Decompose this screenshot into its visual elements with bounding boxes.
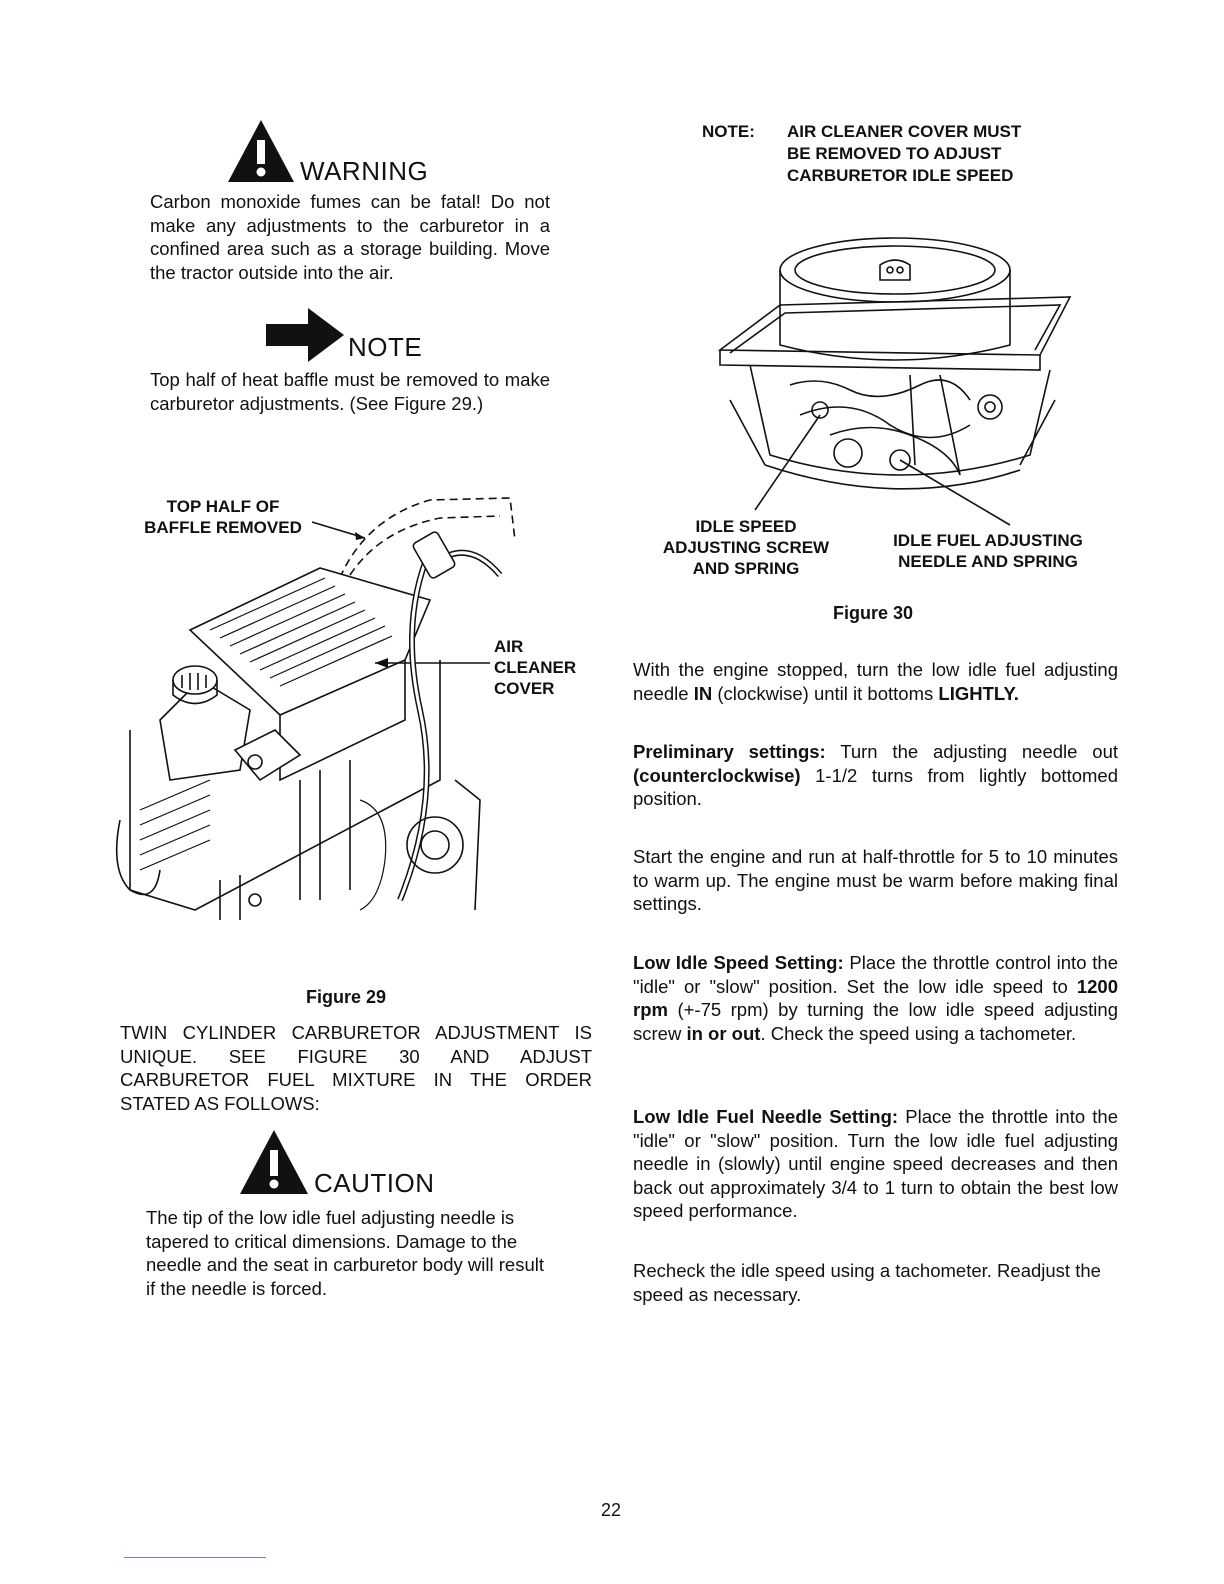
figure-29-caption: Figure 29 bbox=[305, 987, 387, 1007]
paragraph-engine-stopped: With the engine stopped, turn the low idle fuel adjusting needle IN (clockwise) until it bottoms LIGHTLY. bbox=[633, 659, 1118, 704]
caution-icon bbox=[238, 1128, 310, 1196]
right-note-label: NOTE: bbox=[702, 122, 755, 141]
paragraph-low-idle-fuel-needle: Low Idle Fuel Needle Setting: Place the throttle into the "idle" or "slow" position. Turn the low idle fuel adjusting needle in (slowly) until engine speed decreases and then back out approximately 3/4 to 1 turn to obtain the best low speed performance. bbox=[633, 1106, 1119, 1221]
fig29-top-label: TOP HALF OF BAFFLE REMOVED bbox=[144, 497, 302, 537]
paragraph-preliminary-settings: Preliminary settings: Turn the adjusting needle out (counterclockwise) 1-1/2 turns from lightly bottomed position. bbox=[633, 741, 1118, 809]
arrow-right-icon bbox=[264, 306, 346, 360]
warning-header bbox=[226, 118, 428, 184]
warning-title: WARNING bbox=[300, 156, 429, 186]
paragraph-recheck: Recheck the idle speed using a tachometer. Readjust the speed as necessary. bbox=[633, 1260, 1101, 1305]
figure-29-engine-illustration bbox=[100, 480, 500, 920]
fig30-idle-speed-screw-label: IDLE SPEED ADJUSTING SCREW AND SPRING bbox=[662, 517, 830, 578]
right-note-text: AIR CLEANER COVER MUST BE REMOVED TO ADJUST CARBURETOR IDLE SPEED bbox=[787, 122, 1022, 185]
page-number: 22 bbox=[600, 1500, 622, 1520]
fig29-air-cleaner-label: AIR CLEANER COVER bbox=[494, 637, 577, 698]
caution-text: The tip of the low idle fuel adjusting needle is tapered to critical dimensions. Damage to the needle and the seat in carburetor body will result if the needle is forced. bbox=[146, 1207, 544, 1299]
caution-title: CAUTION bbox=[314, 1168, 435, 1198]
paragraph-warm-up: Start the engine and run at half-throttle for 5 to 10 minutes to warm up. The engine must be warm before making final settings. bbox=[633, 846, 1118, 914]
fig30-idle-fuel-needle-label: IDLE FUEL ADJUSTING NEEDLE AND SPRING bbox=[893, 531, 1083, 571]
warning-icon bbox=[226, 118, 296, 184]
note-header bbox=[264, 306, 422, 360]
note-text: Top half of heat baffle must be removed to make carburetor adjustments. (See Figure 29.) bbox=[150, 369, 550, 414]
caution-header bbox=[238, 1128, 435, 1196]
note-title: NOTE bbox=[348, 332, 423, 362]
bottom-rule bbox=[124, 1557, 266, 1558]
paragraph-low-idle-speed: Low Idle Speed Setting: Place the throttle control into the "idle" or "slow" position. Set the low idle speed to 1200 rpm (+-75 rpm) by turning the low idle speed adjusting screw in or out. Check the speed using a tachometer. bbox=[633, 952, 1118, 1044]
twin-cylinder-text: TWIN CYLINDER CARBURETOR ADJUSTMENT IS UNIQUE. SEE FIGURE 30 AND ADJUST CARBURETOR FUEL MIXTURE IN THE ORDER STATED AS FOLLOWS: bbox=[120, 1022, 592, 1114]
figure-30-caption: Figure 30 bbox=[832, 603, 914, 623]
warning-text: Carbon monoxide fumes can be fatal! Do not make any adjustments to the carburetor in a confined area such as a storage building. Move the tractor outside into the air. bbox=[150, 191, 550, 283]
figure-30-carburetor-illustration bbox=[710, 225, 1100, 515]
